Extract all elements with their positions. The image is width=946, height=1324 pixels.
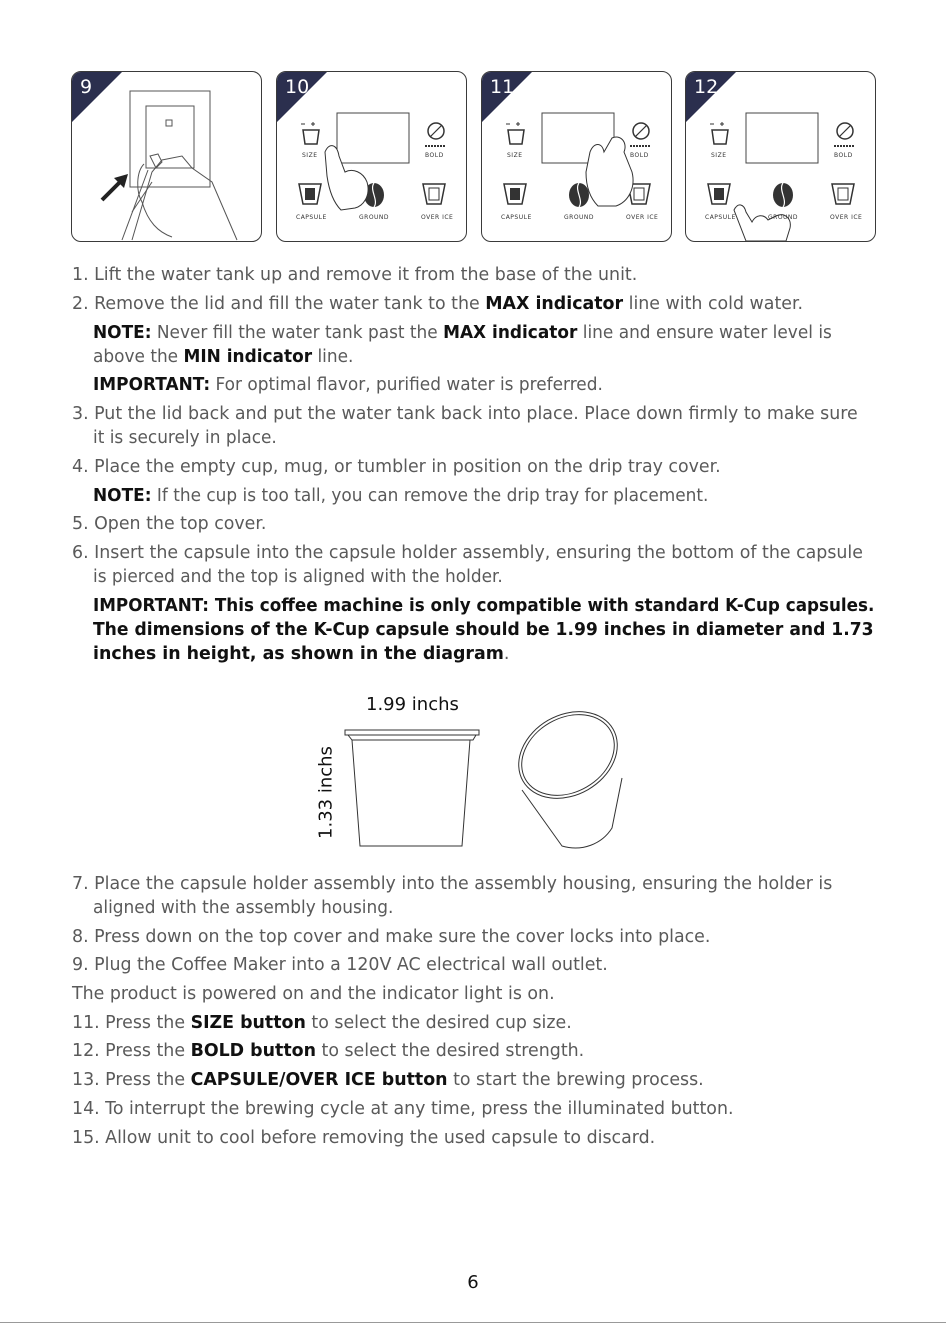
step-number: 12 bbox=[694, 76, 719, 98]
step-3-continuation: it is securely in place. bbox=[93, 428, 277, 448]
over-ice-label: OVER ICE bbox=[830, 214, 863, 221]
height-dimension-label: 1.33 inchs bbox=[315, 746, 337, 839]
size-label: SIZE bbox=[302, 152, 318, 159]
step-8-text: 8. Press down on the top cover and make sure the cover locks into place. bbox=[72, 927, 711, 947]
step-11-illustration bbox=[481, 71, 672, 242]
step-14-text: 14. To interrupt the brewing cycle at any time, press the illuminated button. bbox=[72, 1099, 734, 1119]
capsule-label: CAPSULE bbox=[296, 214, 327, 221]
step-4-text: 4. Place the empty cup, mug, or tumbler in position on the drip tray cover. bbox=[72, 457, 721, 477]
bottom-rule bbox=[0, 1322, 946, 1323]
step-7-text: 7. Place the capsule holder assembly into the assembly housing, ensuring the holder is bbox=[72, 874, 833, 894]
kcup-diagram bbox=[300, 690, 660, 860]
important-1-text: IMPORTANT: For optimal flavor, purified water is preferred. bbox=[93, 375, 603, 395]
ground-label: GROUND bbox=[359, 214, 390, 221]
over-ice-label: OVER ICE bbox=[421, 214, 454, 221]
step-7-continuation: aligned with the assembly housing. bbox=[93, 898, 394, 918]
capsule-label: CAPSULE bbox=[501, 214, 532, 221]
note-1-text: NOTE: Never fill the water tank past the MAX indicator line and ensure water level is bbox=[93, 323, 832, 343]
step-13-text: 13. Press the CAPSULE/OVER ICE button to start the brewing process. bbox=[72, 1070, 704, 1090]
step-6-continuation: is pierced and the top is aligned with the holder. bbox=[93, 567, 503, 587]
important-2-line-1: IMPORTANT: This coffee machine is only compatible with standard K-Cup capsules. bbox=[93, 596, 875, 616]
over-ice-label: OVER ICE bbox=[626, 214, 659, 221]
step-10-text: The product is powered on and the indicator light is on. bbox=[72, 984, 555, 1004]
width-dimension-label: 1.99 inchs bbox=[366, 694, 459, 715]
bold-label: BOLD bbox=[834, 152, 853, 159]
step-number: 10 bbox=[285, 76, 310, 98]
step-11-text: 11. Press the SIZE button to select the desired cup size. bbox=[72, 1013, 572, 1033]
capsule-label: CAPSULE bbox=[705, 214, 736, 221]
ground-label: GROUND bbox=[564, 214, 595, 221]
step-2-text: 2. Remove the lid and fill the water tank to the MAX indicator line with cold water. bbox=[72, 294, 804, 314]
step-number: 11 bbox=[490, 76, 515, 98]
step-10-illustration bbox=[276, 71, 467, 242]
step-9-text: 9. Plug the Coffee Maker into a 120V AC electrical wall outlet. bbox=[72, 955, 608, 975]
note-1-continuation: above the MIN indicator line. bbox=[93, 347, 354, 367]
step-6-text: 6. Insert the capsule into the capsule holder assembly, ensuring the bottom of the capsule bbox=[72, 543, 863, 563]
page-number: 6 bbox=[467, 1272, 479, 1293]
important-2-line-2: The dimensions of the K-Cup capsule should be 1.99 inches in diameter and 1.73 bbox=[93, 620, 874, 640]
step-15-text: 15. Allow unit to cool before removing the used capsule to discard. bbox=[72, 1128, 656, 1148]
step-12-illustration bbox=[685, 71, 876, 242]
important-2-line-3: inches in height, as shown in the diagram. bbox=[93, 644, 510, 664]
bold-label: BOLD bbox=[425, 152, 444, 159]
note-2-text: NOTE: If the cup is too tall, you can remove the drip tray for placement. bbox=[93, 486, 709, 506]
step-3-text: 3. Put the lid back and put the water tank back into place. Place down firmly to make sure bbox=[72, 404, 858, 424]
ground-label: GROUND bbox=[768, 214, 799, 221]
size-label: SIZE bbox=[711, 152, 727, 159]
step-1-text: 1. Lift the water tank up and remove it from the base of the unit. bbox=[72, 265, 638, 285]
step-number: 9 bbox=[80, 76, 93, 98]
step-5-text: 5. Open the top cover. bbox=[72, 514, 267, 534]
step-12-text: 12. Press the BOLD button to select the desired strength. bbox=[72, 1041, 585, 1061]
step-9-illustration bbox=[71, 71, 262, 242]
size-label: SIZE bbox=[507, 152, 523, 159]
bold-label: BOLD bbox=[630, 152, 649, 159]
